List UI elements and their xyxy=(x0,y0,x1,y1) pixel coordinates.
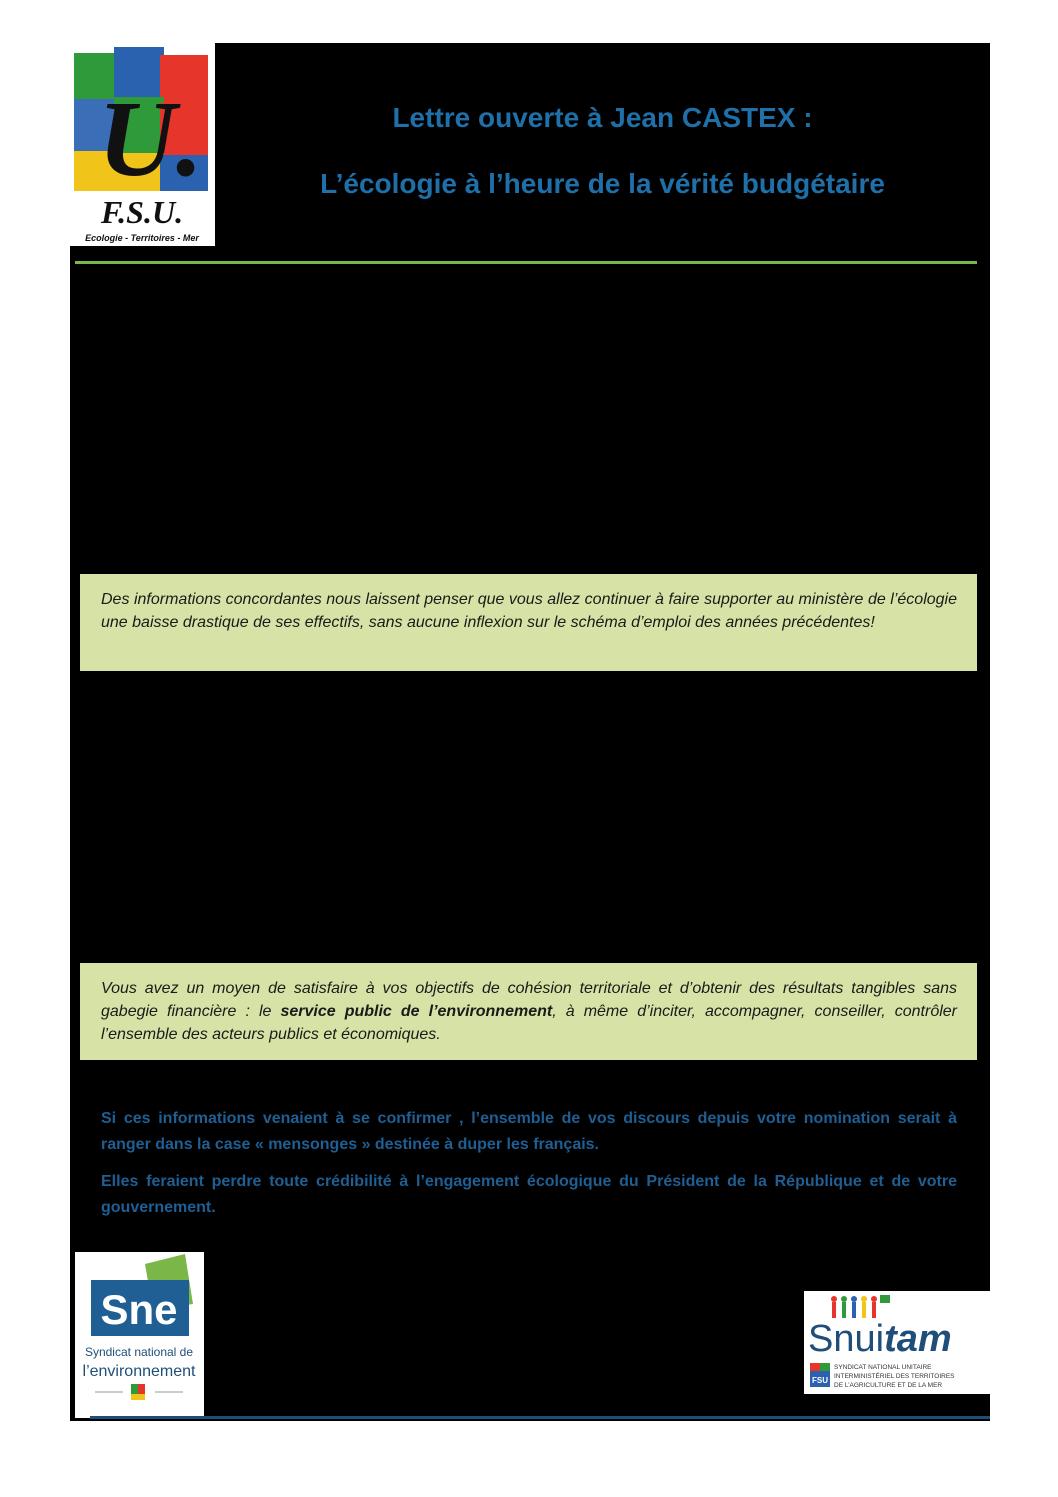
header-divider xyxy=(75,261,977,264)
svg-text:Snuitam xyxy=(808,1318,952,1360)
sne-logo-line2: l’environnement xyxy=(82,1363,196,1380)
snuitam-line3: DE L’AGRICULTURE ET DE LA MER xyxy=(834,1382,943,1389)
snuitam-logo xyxy=(804,1291,990,1394)
closing-paragraph-1: Si ces informations venaient à se confirmer , l’ensemble de vos discours depuis votre nomination serait à ranger dans la case « mensonges » destinée à duper les français. xyxy=(101,1110,957,1153)
snuitam-figures-icon xyxy=(831,1295,890,1318)
snuitam-name-prefix: Snui xyxy=(808,1318,885,1360)
letter-subtitle: L’écologie à l’heure de la vérité budgétaire xyxy=(320,168,885,199)
highlight-box-service-public-text-start: Vous avez un moyen de satisfaire à vos objectifs de cohésion territoriale et d’obtenir des résultats tangibles sans gabegie financière : le xyxy=(101,980,957,1020)
letter-title: Lettre ouverte à Jean CASTEX : xyxy=(392,102,813,133)
snuitam-line2: INTERMINISTÉRIEL DES TERRITOIRES xyxy=(834,1373,955,1380)
closing-paragraph-2: Elles feraient perdre toute crédibilité à l’engagement écologique du Président de la République et de votre gouvernement. xyxy=(101,1173,957,1216)
footer-divider xyxy=(90,1416,990,1419)
snuitam-fsu-badge: FSU xyxy=(812,1376,828,1385)
fsu-logo xyxy=(70,43,215,246)
sne-logo-line1: Syndicat national de xyxy=(84,1345,194,1359)
fsu-logo-tagline: Ecologie - Territoires - Mer xyxy=(85,233,199,243)
snuitam-line1: SYNDICAT NATIONAL UNITAIRE xyxy=(834,1364,932,1371)
snuitam-name-suffix: tam xyxy=(884,1318,952,1360)
sne-logo-mark: Sne xyxy=(100,1286,178,1333)
highlight-box-service-public xyxy=(80,963,977,1060)
highlight-box-service-public-text-end: , à même d’inciter, accompagner, conseiller, contrôler l’ensemble des acteurs publics et économiques. xyxy=(101,1003,958,1043)
sne-logo xyxy=(75,1252,204,1418)
highlight-box-effectifs xyxy=(80,574,977,671)
fsu-logo-u: U. xyxy=(98,80,203,199)
highlight-box-effectifs-text: Des informations concordantes nous laissent penser que vous allez continuer à faire supporter au ministère de l’écologie une baisse drastique de ses effectifs, sans aucune inflexion sur le schéma d’emploi des années précédentes! xyxy=(101,591,957,631)
service-public-emphasis: service public de l’environnement xyxy=(280,1003,553,1020)
fsu-logo-name: F.S.U. xyxy=(100,194,184,230)
